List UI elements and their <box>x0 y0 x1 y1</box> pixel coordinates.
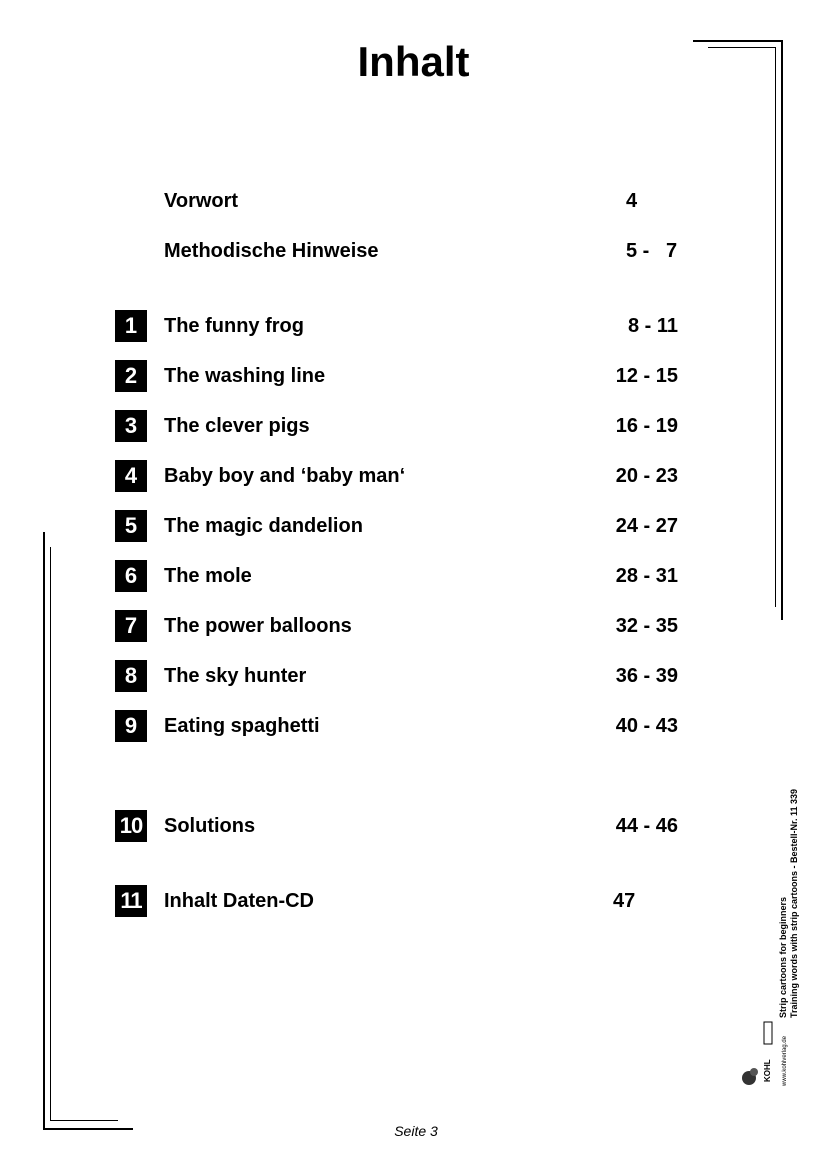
toc-chapter <box>0 610 827 642</box>
chapter-number-badge: 11 <box>115 885 147 917</box>
toc-entry-label: Vorwort <box>164 190 239 212</box>
chapter-title: The washing line <box>164 365 326 387</box>
chapter-number-badge: 2 <box>115 360 147 392</box>
chapter-number-badge: 4 <box>115 460 147 492</box>
chapter-number-badge: 10 <box>115 810 147 842</box>
chapter-pages: 32 - 35 <box>615 615 678 637</box>
chapter-pages: 47 <box>613 890 636 912</box>
frame-line <box>693 40 783 42</box>
toc-chapter <box>0 710 827 742</box>
publisher-name: KOHL <box>763 1059 772 1082</box>
toc-chapter <box>0 560 827 592</box>
chapter-title: The funny frog <box>164 315 304 337</box>
chapter-title: Baby boy and ‘baby man‘ <box>164 465 406 487</box>
chapter-pages: 16 - 19 <box>615 415 678 437</box>
toc-entry-pages: 4 <box>626 190 638 212</box>
page-number: Seite 3 <box>394 1123 438 1139</box>
toc-chapter <box>0 810 827 842</box>
toc-entry-vorwort <box>0 185 827 217</box>
chapter-title: Solutions <box>164 815 256 837</box>
frame-line <box>708 47 776 48</box>
chapter-number-badge: 6 <box>115 560 147 592</box>
toc-chapter <box>0 410 827 442</box>
chapter-title: The mole <box>164 565 252 587</box>
chapter-number-badge: 8 <box>115 660 147 692</box>
side-note-line2: Training words with strip cartoons - Bestell-Nr. 11 339 <box>789 788 799 1018</box>
chapter-number-badge: 3 <box>115 410 147 442</box>
frame-line <box>50 1120 118 1121</box>
side-note <box>778 748 800 1018</box>
chapter-title: Inhalt Daten-CD <box>164 890 314 912</box>
toc-chapter <box>0 660 827 692</box>
toc-chapter <box>0 885 827 917</box>
publisher-website: www.kohlverlag.de <box>782 1035 788 1086</box>
toc-chapter <box>0 460 827 492</box>
chapter-pages: 8 - 11 <box>627 315 678 337</box>
chapter-pages: 12 - 15 <box>615 365 678 387</box>
chapter-number-badge: 9 <box>115 710 147 742</box>
chapter-title: Eating spaghetti <box>164 715 320 737</box>
page-title: Inhalt <box>357 38 470 85</box>
chapter-title: The magic dandelion <box>164 515 363 537</box>
chapter-number-badge: 1 <box>115 310 147 342</box>
side-note-line1: Strip cartoons for beginners <box>778 896 788 1018</box>
chapter-title: The sky hunter <box>164 665 307 687</box>
toc-chapter <box>0 310 827 342</box>
chapter-pages: 24 - 27 <box>615 515 678 537</box>
toc-entry-label: Methodische Hinweise <box>164 240 379 262</box>
publisher-logo <box>740 1020 790 1090</box>
toc-chapter <box>0 360 827 392</box>
chapter-title: The clever pigs <box>164 415 310 437</box>
chapter-pages: 28 - 31 <box>615 565 678 587</box>
chapter-pages: 20 - 23 <box>615 465 678 487</box>
toc-entry-pages: 5 - 7 <box>626 240 678 262</box>
chapter-number-badge: 7 <box>115 610 147 642</box>
chapter-number-badge: 5 <box>115 510 147 542</box>
chapter-pages: 36 - 39 <box>615 665 678 687</box>
toc-chapter <box>0 510 827 542</box>
toc-entry-methodische-hinweise <box>0 235 827 267</box>
chapter-title: The power balloons <box>164 615 352 637</box>
chapter-pages: 40 - 43 <box>615 715 678 737</box>
chapter-pages: 44 - 46 <box>615 815 678 837</box>
